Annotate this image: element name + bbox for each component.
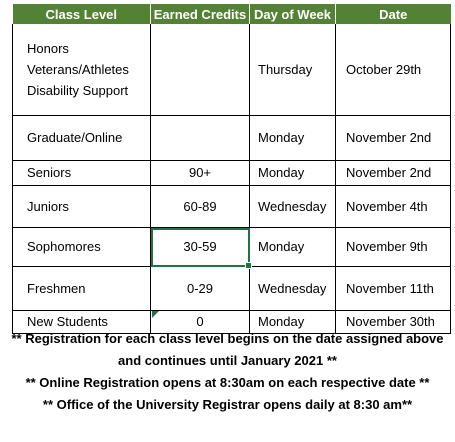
date-cell[interactable]: November 11th (336, 267, 451, 311)
note-registrar-office: ** Office of the University Registrar opens daily at 8:30 am** (42, 397, 413, 412)
class-level-cell[interactable]: Freshmen (13, 267, 151, 311)
date-cell[interactable]: October 29th (336, 24, 451, 116)
earned-credits-cell-selected[interactable] (151, 228, 250, 267)
earned-credits-cell[interactable] (151, 116, 250, 161)
class-level-cell[interactable]: Graduate/Online (13, 116, 151, 161)
table-row (13, 228, 451, 267)
day-of-week-cell[interactable]: Monday (250, 116, 336, 161)
class-level-line: Veterans/Athletes (27, 62, 129, 77)
date-cell[interactable]: November 30th (336, 311, 451, 334)
table-row (13, 267, 451, 311)
date-cell[interactable]: November 4th (336, 186, 451, 228)
day-of-week-cell[interactable]: Thursday (250, 24, 336, 116)
class-level-cell[interactable]: Sophomores (13, 228, 151, 267)
fill-handle[interactable] (245, 262, 252, 269)
earned-credits-value: 0 (196, 314, 204, 329)
table-row (13, 116, 451, 161)
day-of-week-cell[interactable]: Wednesday (250, 186, 336, 228)
header-day-of-week[interactable]: Day of Week (250, 4, 336, 24)
comment-indicator-icon[interactable] (152, 311, 159, 318)
table-row (13, 161, 451, 186)
note-registration-start: ** Registration for each class level begins on the date assigned above (11, 331, 444, 346)
registration-notes (0, 328, 455, 416)
note-registration-continues: and continues until January 2021 ** (118, 353, 337, 368)
header-earned-credits[interactable]: Earned Credits (151, 4, 250, 24)
note-online-registration: ** Online Registration opens at 8:30am on each respective date ** (25, 375, 430, 390)
header-row (13, 4, 451, 24)
class-level-cell[interactable]: Juniors (13, 186, 151, 228)
earned-credits-cell[interactable]: 0-29 (151, 267, 250, 311)
registration-schedule-table (12, 4, 451, 334)
class-level-cell[interactable] (13, 24, 151, 116)
date-cell[interactable]: November 2nd (336, 161, 451, 186)
table-row (13, 186, 451, 228)
day-of-week-cell[interactable]: Monday (250, 228, 336, 267)
table-row (13, 24, 451, 116)
class-level-line: Disability Support (27, 83, 129, 98)
header-date[interactable]: Date (336, 4, 451, 24)
earned-credits-cell[interactable]: 90+ (151, 161, 250, 186)
class-level-line: Honors (27, 41, 69, 56)
day-of-week-cell[interactable]: Monday (250, 161, 336, 186)
header-class-level[interactable]: Class Level (13, 4, 151, 24)
date-cell[interactable]: November 2nd (336, 116, 451, 161)
earned-credits-cell[interactable]: 60-89 (151, 186, 250, 228)
date-cell[interactable]: November 9th (336, 228, 451, 267)
class-level-cell[interactable]: New Students (13, 311, 151, 334)
day-of-week-cell[interactable]: Wednesday (250, 267, 336, 311)
day-of-week-cell[interactable]: Monday (250, 311, 336, 334)
earned-credits-cell[interactable] (151, 24, 250, 116)
class-level-cell[interactable]: Seniors (13, 161, 151, 186)
earned-credits-value: 30-59 (183, 239, 217, 254)
